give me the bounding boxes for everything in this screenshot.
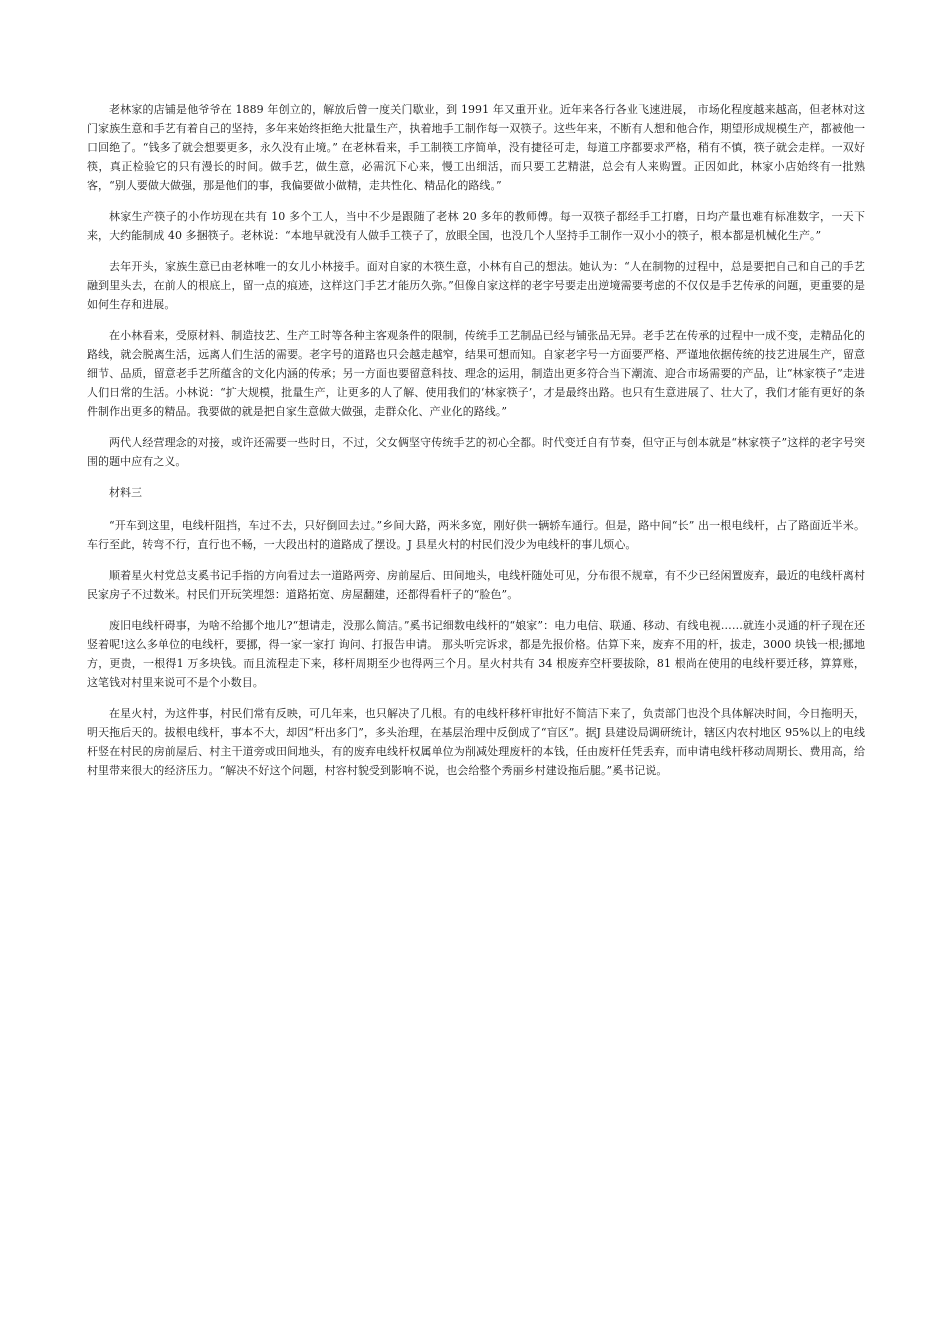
paragraph-founding: 老林家的店铺是他爷爷在 1889 年创立的，解放后曾一度关门歇业，到 1991 年又重开业。近年来各行各业飞速进展， 市场化程度越来越高，但老林对这门家族生意和手艺有着自己的坚持，多年来始终拒绝大批量生产，执着地手工制作每一双筷子。这些年来，不断有人想和他合作，期望形成规模生产，都被他一口回绝了。“钱多了就会想要更多，永久没有止境。” 在老林看来，手工制筷工序简单，没有捷径可走，每道工序都要求严格，稍有不慎，筷子就会走样。一双好筷，真正检验它的只有漫长的时间。做手艺，做生意，必需沉下心来，慢工出细活，而只要工艺精湛，总会有人来购置。正因如此，林家小店始终有一批熟客，“别人要做大做强，那是他们的事，我偏要做小做精，走共性化、精品化的路线。” xyxy=(87,103,865,192)
paragraph-daughter: 去年开头，家族生意已由老林唯一的女儿小林接手。面对自家的木筷生意，小林有自己的想法。她认为：“人在制物的过程中，总是要把自己和自己的手艺融到里头去，在前人的根底上，留一点的痕迹，这样这门手艺才能历久弥。”但像自家这样的老字号要走出逆境需要考虑的不仅仅是手艺传承的问题，更重要的是如何生存和进展。 xyxy=(87,260,865,311)
paragraph-village-view: 顺着星火村党总支奚书记手指的方向看过去一道路两旁、房前屋后、田间地头，电线杆随处可见，分布很不规章，有不少已经闲置废弃，最近的电线杆离村民家房子不过数米。村民们开玩笑埋怨：道路拓宽、房屋翻建，还都得看杆子的“脸色”。 xyxy=(87,569,865,601)
paragraph-road-pole: “开车到这里，电线杆阻挡，车过不去，只好倒回去过。”乡间大路，两米多宽，刚好供一辆轿车通行。但是，路中间“长” 出一根电线杆，占了路面近半米。车行至此，转弯不行，直行也不畅，一大段出村的道路成了摆设。J 县星火村的村民们没少为电线杆的事儿烦心。 xyxy=(87,519,865,551)
paragraph-workshop: 林家生产筷子的小作坊现在共有 10 多个工人，当中不少是跟随了老林 20 多年的教师傅。每一双筷子都经手工打磨，日均产量也难有标准数字，一天下来，大约能制成 40 多捆筷子。老林说：“本地早就没有人做手工筷子了，放眼全国，也没几个人坚持手工制作一双小小的筷子，根本都是机械化生产。” xyxy=(87,210,865,242)
section-title-material-three: 材料三 xyxy=(109,486,142,499)
paragraph-conclusion: 两代人经营理念的对接，或许还需要一些时日，不过，父女俩坚守传统手艺的初心全都。时代变迁自有节奏，但守正与创本就是“林家筷子”这样的老字号突围的题中应有之义。 xyxy=(87,436,865,468)
paragraph-governance: 在星火村，为这件事，村民们常有反映，可几年来，也只解决了几根。有的电线杆移杆审批好不简洁下来了，负责部门也没个具体解决时间，今日拖明天，明天拖后天的。拔根电线杆，事本不大，却因“杆出多门”，多头治理，在基层治理中反倒成了“盲区”。据J 县建设局调研统计，辖区内农村地区 95%以上的电线杆竖在村民的房前屋后、村主干道旁或田间地头，有的废弃电线杆权属单位为削减处理废杆的本钱，任由废杆任凭丢弃，而申请电线杆移动周期长、费用高，给村里带来很大的经济压力。“解决不好这个问题，村容村貌受到影响不说，也会给整个秀丽乡村建设拖后腿。”奚书记说。 xyxy=(87,707,865,777)
paragraph-pole-cost: 废旧电线杆碍事，为啥不给挪个地儿?“想请走，没那么简洁。”奚书记细数电线杆的“娘家”：电力电信、联通、移动、有线电视……就连小灵通的杆子现在还竖着呢!这么多单位的电线杆，要挪，得一家一家打 询问、打报告申请。 那头听完诉求，都是先报价格。估算下来，废弃不用的杆，拔走，3000 块钱一根;挪地方，更贵，一根得1 万多块钱。而且流程走下来，移杆周期至少也得两三个月。星火村共有 34 根废弃空杆要拔除，81 根尚在使用的电线杆要迁移，算算账，这笔钱对村里来说可不是个小数目。 xyxy=(87,619,865,689)
paragraph-strategy: 在小林看来，受原材料、制造技艺、生产工时等各种主客观条件的限制，传统手工艺制品已经与铺张品无异。老手艺在传承的过程中一成不变，走精品化的路线，就会脱离生活，远离人们生活的需要。老字号的道路也只会越走越窄，结果可想而知。自家老字号一方面要严格、严谨地依据传统的技艺进展生产，留意细节、品质，留意老手艺所蕴含的文化内涵的传承；另一方面也要留意科技、理念的运用，制造出更多符合当下潮流、迎合市场需要的产品，让“林家筷子”走进人们日常的生活。小林说：“扩大规模，批量生产，让更多的人了解、使用我们的‘林家筷子’，才是最终出路。也只有生意进展了、壮大了，我们才能有更好的条件制作出更多的精品。我要做的就是把自家生意做大做强，走群众化、产业化的路线。” xyxy=(87,329,865,418)
document-page xyxy=(87,100,865,792)
